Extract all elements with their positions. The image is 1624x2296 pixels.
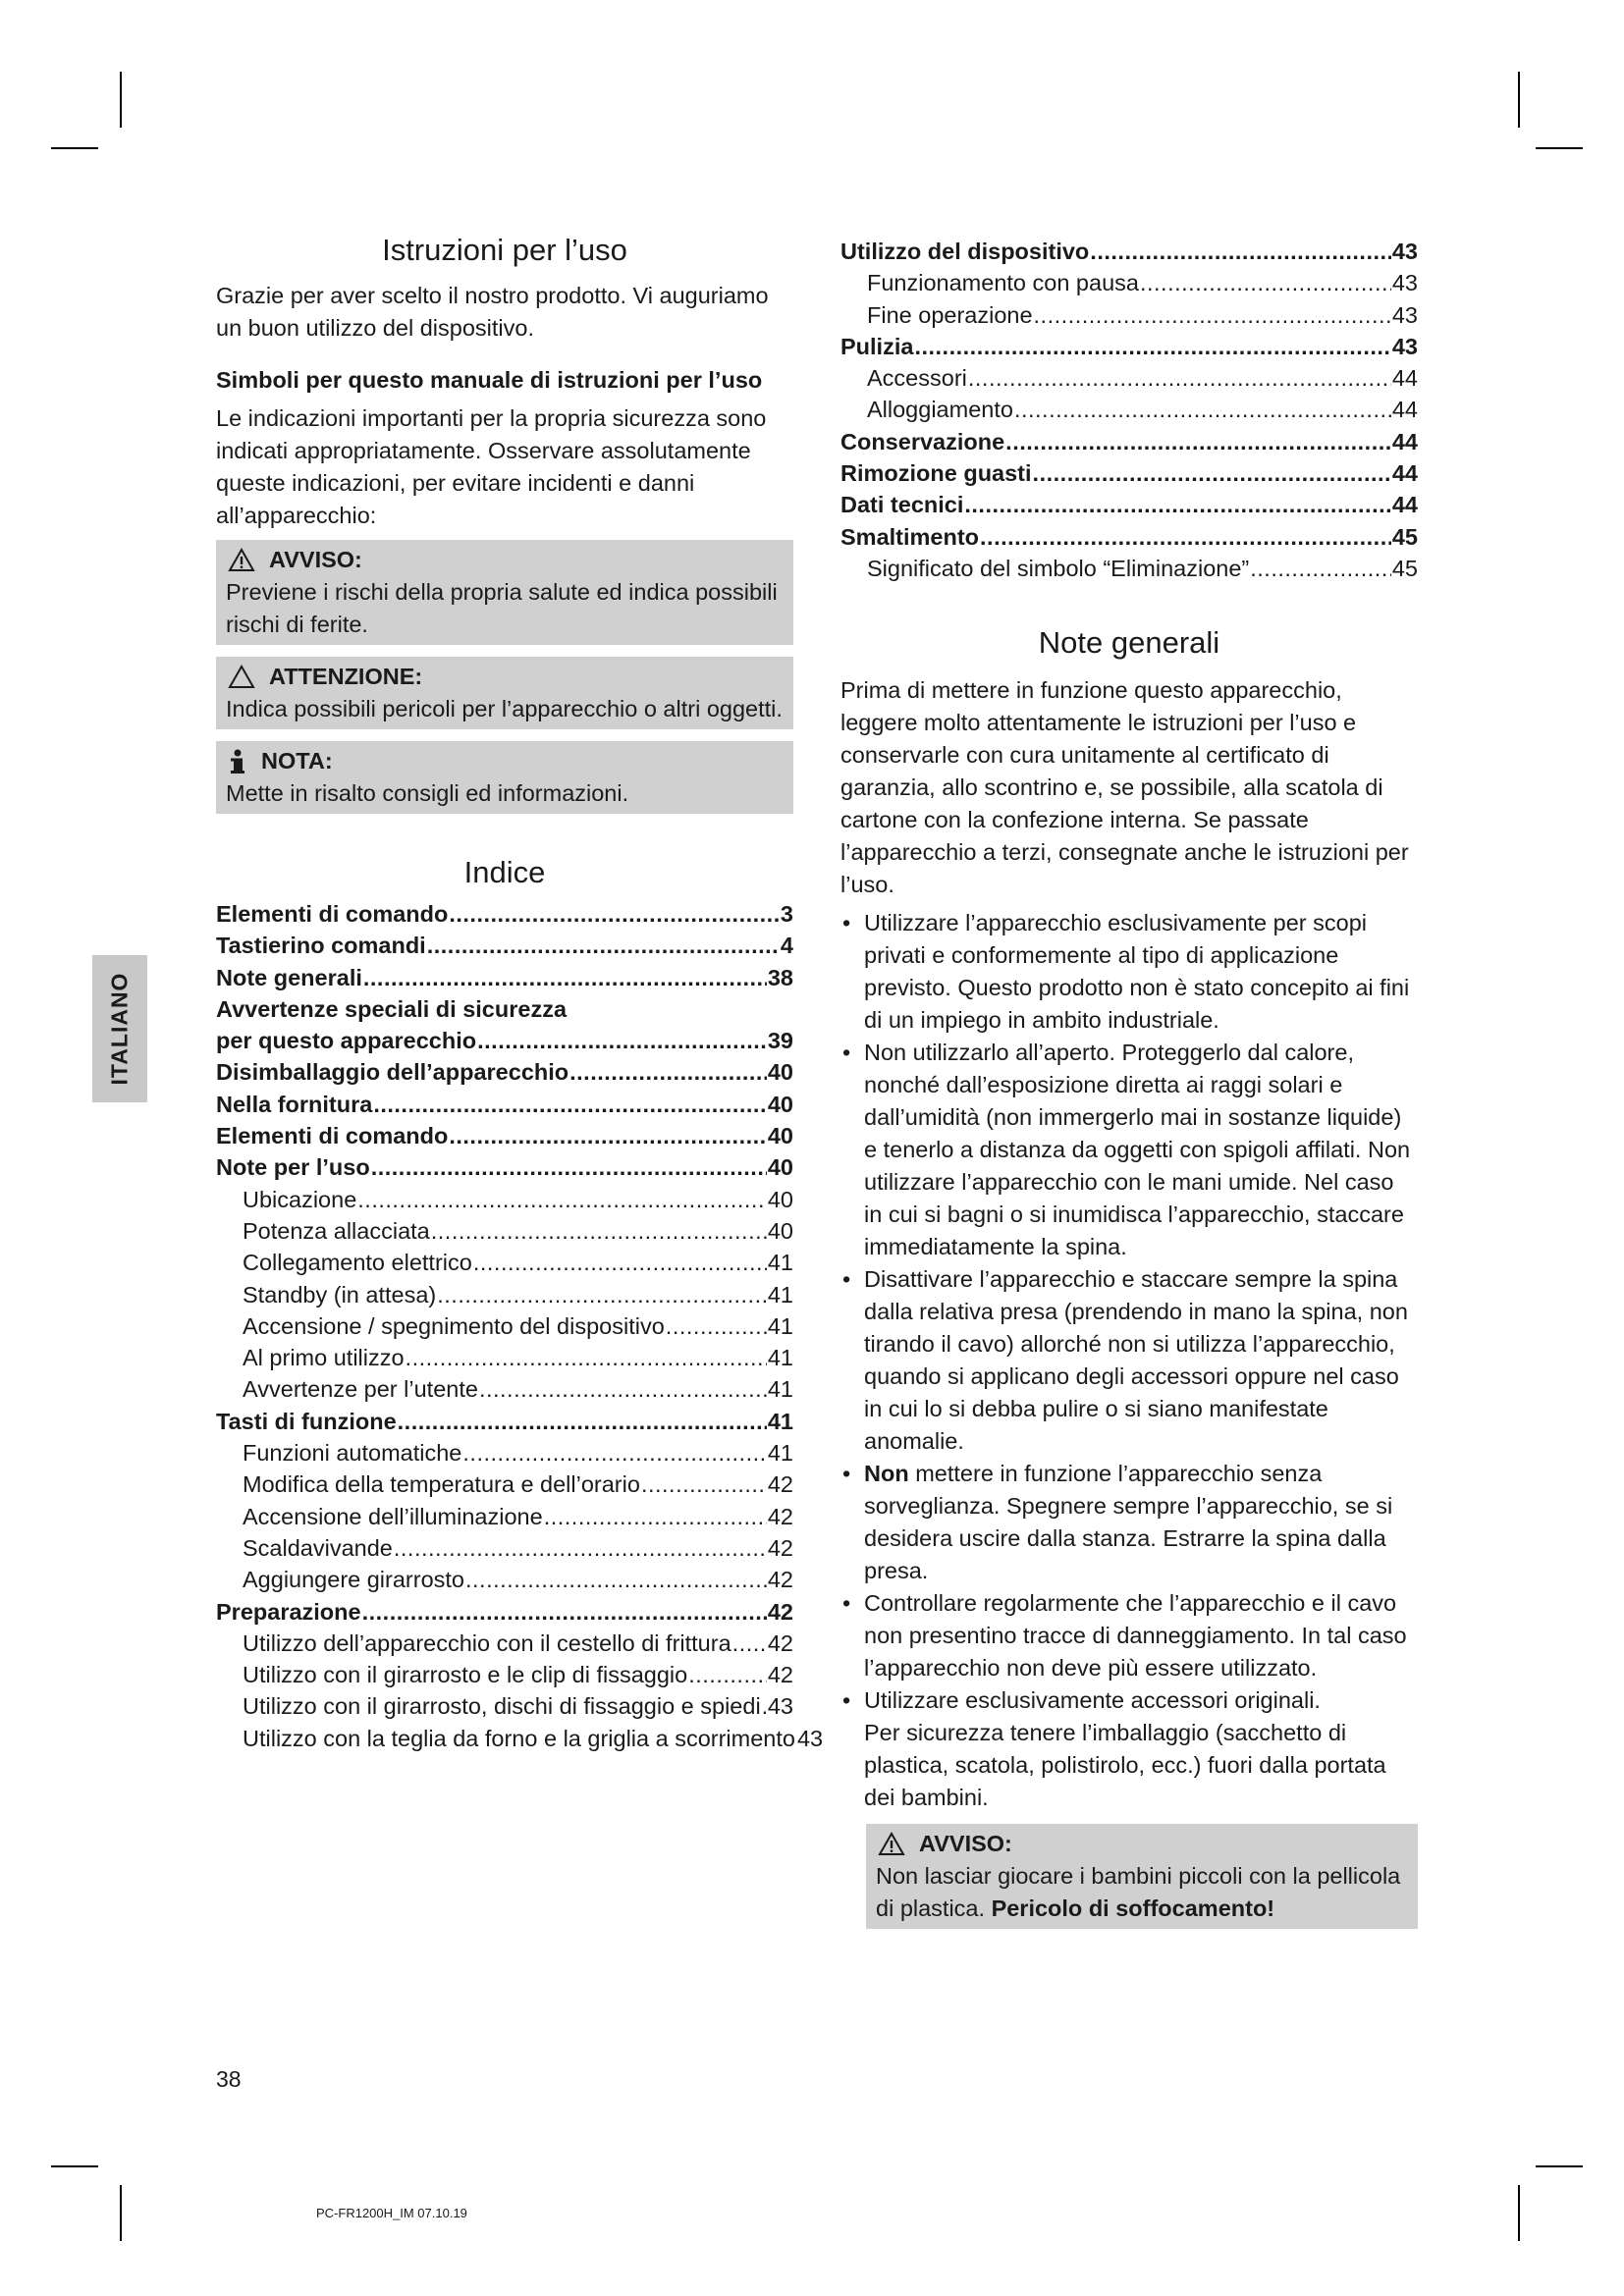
warning-text: Non lasciar giocare i bambini piccoli con la pellicola di plastica. Pericolo di soffocamento! — [876, 1863, 1401, 1922]
toc-subentry[interactable]: Utilizzo dell’apparecchio con il cestello di frittura ..... 42 — [216, 1628, 793, 1659]
bullet-item: • Controllare regolarmente che l’apparecchio e il cavo non presentino tracce di danneggiamento. In tal caso l’apparecchio non deve più essere utilizzato. — [840, 1587, 1418, 1684]
toc-subentry[interactable]: Utilizzo con il girarrosto, dischi di fissaggio e spiedi ..... 43 — [216, 1690, 793, 1722]
toc-subentry[interactable]: Funzionamento con pausa ..... 43 — [840, 267, 1418, 298]
bullet-text: mettere in funzione l’apparecchio senza sorveglianza. Spegnere sempre l’apparecchio, se si desidera uscire dalla stanza. Estrarre la spina dalla presa. — [864, 1461, 1393, 1584]
toc-entry[interactable]: Nella fornitura ..... 40 — [216, 1089, 793, 1120]
crop-mark — [120, 72, 122, 128]
toc-entry[interactable]: Elementi di comando ..... 40 — [216, 1120, 793, 1151]
index-list-continued — [840, 236, 1418, 584]
toc-entry[interactable]: Note generali ..... 38 — [216, 962, 793, 993]
toc-entry[interactable]: Rimozione guasti ..... 44 — [840, 457, 1418, 489]
language-label: ITALIANO — [106, 972, 133, 1086]
bullet-item — [840, 1684, 1418, 1814]
toc-subentry[interactable]: Utilizzo con la teglia da forno e la griglia a scorrimento 43 — [243, 1725, 824, 1751]
note-title: NOTA: — [261, 748, 333, 774]
crop-mark — [1518, 2185, 1520, 2241]
symbols-heading: Simboli per questo manuale di istruzioni per l’uso — [216, 367, 763, 393]
intro-text: Grazie per aver scelto il nostro prodotto. Vi auguriamo un buon utilizzo del dispositivo. — [216, 283, 769, 341]
warning-triangle-icon — [878, 1832, 905, 1856]
toc-subentry[interactable]: Scaldavivande ..... 42 — [216, 1532, 793, 1564]
note-text: Mette in risalto consigli ed informazioni. — [226, 780, 629, 806]
instructions-title: Istruzioni per l’uso — [382, 233, 627, 267]
warning-box-2 — [866, 1824, 1418, 1929]
toc-subentry[interactable]: Significato del simbolo “Eliminazione” ..... 45 — [840, 553, 1418, 584]
crop-mark — [120, 2185, 122, 2241]
toc-entry[interactable]: Note per l’uso ..... 40 — [216, 1151, 793, 1183]
warning-title: AVVISO: — [269, 547, 362, 572]
bullet-item: • Utilizzare l’apparecchio esclusivamente per scopi privati e conformemente al tipo di applicazione previsto. Questo prodotto non è stato concepito ai fini di un impiego in ambito industriale. — [840, 907, 1418, 1037]
toc-subentry[interactable]: Standby (in attesa) ..... 41 — [216, 1279, 793, 1310]
safety-bullets — [840, 907, 1418, 1814]
crop-mark — [51, 147, 98, 149]
toc-entry[interactable]: Smaltimento ..... 45 — [840, 521, 1418, 553]
general-notes-text: Prima di mettere in funzione questo apparecchio, leggere molto attentamente le istruzioni per l’uso e conservarle con cura unitamente al certificato di garanzia, allo scontrino e, se possibile, alla scatola di cartone con la confezione interna. Se passate l’apparecchio a terzi, consegnate anche le istruzioni per l’uso. — [840, 677, 1409, 898]
left-column — [216, 231, 824, 1754]
toc-entry[interactable]: Elementi di comando ..... 3 — [216, 898, 793, 930]
toc-subentry[interactable]: Utilizzo con il girarrosto e le clip di fissaggio ..... 42 — [216, 1659, 793, 1690]
right-column — [840, 236, 1418, 1929]
toc-subentry[interactable]: Collegamento elettrico ..... 41 — [216, 1247, 793, 1278]
caution-triangle-icon — [228, 665, 255, 689]
language-side-tab — [92, 955, 147, 1102]
note-box — [216, 741, 793, 814]
toc-subentry[interactable]: Potenza allacciata ..... 40 — [216, 1215, 793, 1247]
toc-subentry[interactable]: Ubicazione ..... 40 — [216, 1184, 793, 1215]
toc-subentry[interactable]: Modifica della temperatura e dell’orario ..... 42 — [216, 1468, 793, 1500]
bullet-text-extra: Per sicurezza tenere l’imballaggio (sacchetto di plastica, scatola, polistirolo, ecc.) fuori dalla portata dei bambini. — [864, 1720, 1386, 1811]
warning-title: AVVISO: — [919, 1831, 1012, 1857]
caution-title: ATTENZIONE: — [269, 664, 423, 689]
warning-box — [216, 540, 793, 645]
toc-subentry[interactable]: Accensione / spegnimento del dispositivo ..... 41 — [216, 1310, 793, 1342]
toc-entry[interactable]: Utilizzo del dispositivo ..... 43 — [840, 236, 1418, 267]
caution-text: Indica possibili pericoli per l’apparecchio o altri oggetti. — [226, 696, 783, 721]
bullet-text: Utilizzare esclusivamente accessori originali. — [864, 1687, 1321, 1714]
toc-entry[interactable]: Preparazione ..... 42 — [216, 1596, 793, 1628]
toc-subentry[interactable]: Avvertenze per l’utente ..... 41 — [216, 1373, 793, 1405]
toc-subentry[interactable]: Fine operazione ..... 43 — [840, 299, 1418, 331]
bullet-item — [840, 1458, 1418, 1587]
crop-mark — [1518, 72, 1520, 128]
toc-subentry[interactable]: Al primo utilizzo ..... 41 — [216, 1342, 793, 1373]
toc-subentry[interactable]: Funzioni automatiche ..... 41 — [216, 1437, 793, 1468]
info-i-icon — [228, 749, 247, 774]
caution-box — [216, 657, 793, 729]
symbols-text: Le indicazioni importanti per la propria sicurezza sono indicati appropriatamente. Osservare assolutamente queste indicazioni, per evitare incidenti e danni all’apparecchio: — [216, 405, 767, 528]
toc-subentry[interactable]: Alloggiamento ..... 44 — [840, 394, 1418, 425]
warning-text: Previene i rischi della propria salute ed indica possibili rischi di ferite. — [226, 579, 778, 637]
toc-entry[interactable]: Disimballaggio dell’apparecchio ..... 40 — [216, 1056, 793, 1088]
toc-entry-heading: Avvertenze speciali di sicurezza — [216, 995, 568, 1022]
toc-subentry[interactable]: Aggiungere girarrosto ..... 42 — [216, 1564, 793, 1595]
toc-subentry[interactable]: Accensione dell’illuminazione ..... 42 — [216, 1501, 793, 1532]
crop-mark — [51, 2165, 98, 2167]
general-notes-title: Note generali — [1038, 625, 1220, 661]
toc-entry[interactable]: Tastierino comandi ..... 4 — [216, 930, 793, 961]
toc-entry[interactable]: Tasti di funzione ..... 41 — [216, 1406, 793, 1437]
warning-triangle-icon — [228, 548, 255, 572]
bullet-item: • Disattivare l’apparecchio e staccare sempre la spina dalla relativa presa (prendendo in mano la spina, non tirando il cavo) allorché non si utilizza l’apparecchio, quando si applicano degli accessori oppure nel caso in cui lo si debba pulire o si siano manifestate anomalie. — [840, 1263, 1418, 1458]
bullet-bold-word: Non — [864, 1461, 909, 1487]
index-list — [216, 898, 824, 1754]
crop-mark — [1536, 2165, 1583, 2167]
crop-mark — [1536, 147, 1583, 149]
toc-entry[interactable]: Conservazione ..... 44 — [840, 426, 1418, 457]
page-number: 38 — [216, 2066, 242, 2092]
toc-entry[interactable]: Dati tecnici ..... 44 — [840, 489, 1418, 520]
toc-entry[interactable]: Pulizia ..... 43 — [840, 331, 1418, 362]
bullet-item: • Non utilizzarlo all’aperto. Proteggerlo dal calore, nonché dall’esposizione diretta ai raggi solari e dall’umidità (non immergerlo mai in sostanze liquide) e tenerlo a distanza da oggetti con spigoli affilati. Non utilizzare l’apparecchio con le mani umide. Nel caso in cui si bagni o si inumidisca l’apparecchio, staccare immediatamente la spina. — [840, 1037, 1418, 1263]
suffocation-warning: Pericolo di soffocamento! — [991, 1896, 1275, 1922]
toc-entry[interactable]: per questo apparecchio ..... 39 — [216, 1025, 793, 1056]
toc-subentry[interactable]: Accessori ..... 44 — [840, 362, 1418, 394]
index-title: Indice — [463, 855, 546, 889]
footer-code: PC-FR1200H_IM 07.10.19 — [316, 2206, 467, 2220]
